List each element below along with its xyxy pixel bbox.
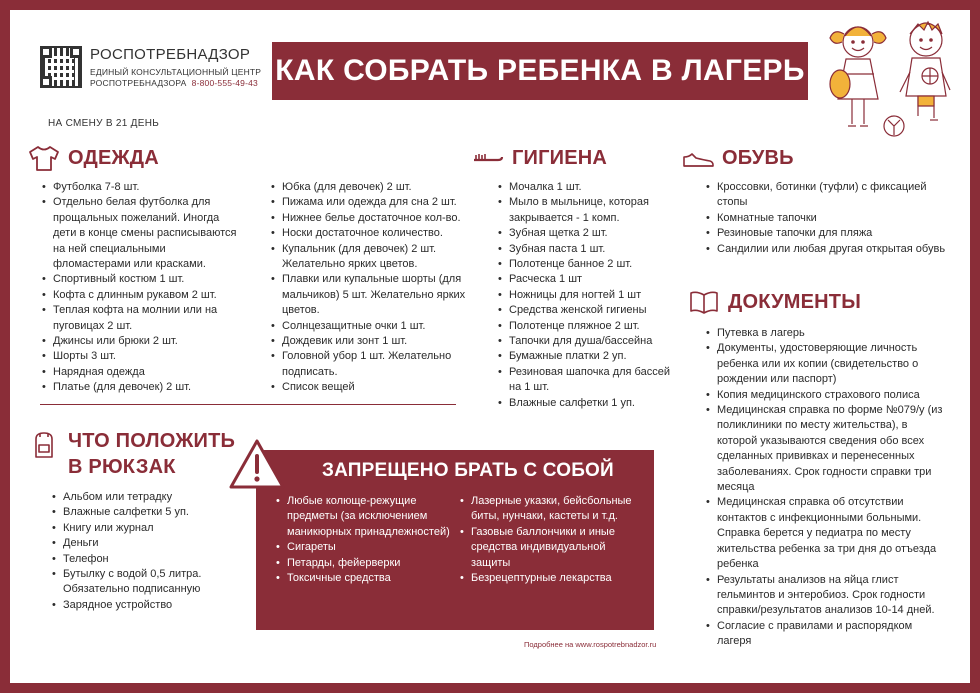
list-item: • Телефон	[52, 552, 252, 567]
hotline-phone: 8-800-555-49-43	[191, 78, 258, 88]
list-item: • Лазерные указки, бейсбольные биты, нунчаки, кастеты и т.д.	[460, 494, 640, 525]
list-item: • Книгу или журнал	[52, 521, 252, 536]
list-item: • Альбом или тетрадку	[52, 490, 252, 505]
open-book-icon	[688, 288, 720, 316]
clothes-list-2	[271, 180, 471, 396]
forbidden-title: ЗАПРЕЩЕНО БРАТЬ С СОБОЙ	[322, 460, 614, 481]
warning-icon	[228, 438, 286, 490]
list-item: • Зубная щетка 2 шт.	[498, 226, 676, 241]
list-item: • Тапочки для душа/бассейна	[498, 334, 676, 349]
page-title: КАК СОБРАТЬ РЕБЕНКА В ЛАГЕРЬ	[272, 42, 808, 100]
documents-section-title: ДОКУМЕНТЫ	[688, 288, 861, 316]
list-item: • Зарядное устройство	[52, 598, 252, 613]
list-item: • Результаты анализов на яйца глист гельминтов и энтеробиоз. Срок годности справки/результатов анализов 10-14 дней.	[706, 573, 946, 619]
forbidden-list-2	[460, 494, 640, 586]
list-item: • Спортивный костюм 1 шт.	[42, 272, 242, 287]
section-divider	[40, 404, 456, 405]
infographic-sheet	[10, 10, 970, 683]
list-item: • Резиновые тапочки для пляжа	[706, 226, 946, 241]
list-item: • Мочалка 1 шт.	[498, 180, 676, 195]
list-item: • Купальник (для девочек) 2 шт. Желательно ярких цветов.	[271, 242, 471, 273]
list-item: • Деньги	[52, 536, 252, 551]
org-subtitle: ЕДИНЫЙ КОНСУЛЬТАЦИОННЫЙ ЦЕНТР РОСПОТРЕБНАДЗОРА 8-800-555-49-43	[90, 67, 262, 88]
list-item: • Джинсы или брюки 2 шт.	[42, 334, 242, 349]
list-item: • Безрецептурные лекарства	[460, 571, 640, 586]
list-item: • Отдельно белая футболка для прощальных пожеланий. Иногда дети в конце смены расписываются на ней специальными фломастерами или красками.	[42, 195, 242, 272]
list-item: • Бутылку с водой 0,5 литра. Обязательно подписанную	[52, 567, 252, 598]
shoes-list	[706, 180, 946, 257]
documents-list	[706, 326, 946, 650]
list-item: • Сандилии или любая другая открытая обувь	[706, 242, 946, 257]
list-item: • Газовые баллончики и иные средства индивидуальной защиты	[460, 525, 640, 571]
list-item: • Резиновая шапочка для бассей на 1 шт.	[498, 365, 676, 396]
list-item: • Юбка (для девочек) 2 шт.	[271, 180, 471, 195]
qr-code-icon	[40, 46, 82, 88]
list-item: • Средства женской гигиены	[498, 303, 676, 318]
list-item: • Копия медицинского страхового полиса	[706, 388, 946, 403]
clothes-section-title: ОДЕЖДА	[28, 144, 159, 172]
list-item: • Плавки или купальные шорты (для мальчиков) 5 шт. Желательно ярких цветов.	[271, 272, 471, 318]
list-item: • Петарды, фейерверки	[276, 556, 450, 571]
sneaker-icon	[682, 144, 714, 172]
org-logo-block	[40, 46, 261, 89]
list-item: • Любые колюще-режущие предметы (за исключением маникюрных принадлежностей)	[276, 494, 450, 540]
shoes-section-title: ОБУВЬ	[682, 144, 794, 172]
list-item: • Шорты 3 шт.	[42, 349, 242, 364]
forbidden-list-1	[276, 494, 450, 586]
list-item: • Нижнее белье достаточное кол-во.	[271, 211, 471, 226]
list-item: • Платье (для девочек) 2 шт.	[42, 380, 242, 395]
toothbrush-icon	[472, 144, 504, 172]
footer-link[interactable]: Подробнее на www.rospotrebnadzor.ru	[524, 640, 657, 649]
hygiene-section-title: ГИГИЕНА	[472, 144, 607, 172]
list-item: • Влажные салфетки 5 уп.	[52, 505, 252, 520]
list-item: • Документы, удостоверяющие личность ребенка или их копии (свидетельство о рождении или паспорт)	[706, 341, 946, 387]
kids-illustration	[818, 14, 968, 139]
list-item: • Согласие с правилами и распорядком лагеря	[706, 619, 946, 650]
list-item: • Расческа 1 шт	[498, 272, 676, 287]
list-item: • Кроссовки, ботинки (туфли) с фиксацией стопы	[706, 180, 946, 211]
list-item: • Кофта с длинным рукавом 2 шт.	[42, 288, 242, 303]
list-item: • Пижама или одежда для сна 2 шт.	[271, 195, 471, 210]
clothes-list-1	[42, 180, 242, 396]
list-item: • Футболка 7-8 шт.	[42, 180, 242, 195]
list-item: • Головной убор 1 шт. Желательно подписать.	[271, 349, 471, 380]
list-item: • Путевка в лагерь	[706, 326, 946, 341]
backpack-section-title: ЧТО ПОЛОЖИТЬ В РЮКЗАК	[28, 428, 235, 480]
list-item: • Теплая кофта на молнии или на пуговицах 2 шт.	[42, 303, 242, 334]
list-item: • Зубная паста 1 шт.	[498, 242, 676, 257]
list-item: • Носки достаточное количество.	[271, 226, 471, 241]
list-item: • Список вещей	[271, 380, 471, 395]
list-item: • Бумажные платки 2 уп.	[498, 349, 676, 364]
list-item: • Полотенце банное 2 шт.	[498, 257, 676, 272]
list-item: • Нарядная одежда	[42, 365, 242, 380]
list-item: • Медицинская справка по форме №079/у (из поликлиники по месту жительства), в которой указываются сведения обо всех сделанных прививках и перенесенных заболеваниях. Срок годности справки три месяца	[706, 403, 946, 495]
list-item: • Полотенце пляжное 2 шт.	[498, 319, 676, 334]
backpack-list	[52, 490, 252, 613]
tshirt-icon	[28, 144, 60, 172]
list-item: • Дождевик или зонт 1 шт.	[271, 334, 471, 349]
hygiene-list	[498, 180, 676, 411]
list-item: • Влажные салфетки 1 уп.	[498, 396, 676, 411]
list-item: • Медицинская справка об отсутствии контактов с инфекционными больными. Справка берется у педиатра по месту жительства ребенка за три дня до отъезда ребенка	[706, 495, 946, 572]
list-item: • Ножницы для ногтей 1 шт	[498, 288, 676, 303]
list-item: • Токсичные средства	[276, 571, 450, 586]
list-item: • Солнцезащитные очки 1 шт.	[271, 319, 471, 334]
org-name: РОСПОТРЕБНАДЗОР	[90, 46, 251, 63]
list-item: • Мыло в мыльнице, которая закрывается - 1 комп.	[498, 195, 676, 226]
shift-note: НА СМЕНУ В 21 ДЕНЬ	[48, 118, 160, 129]
list-item: • Комнатные тапочки	[706, 211, 946, 226]
list-item: • Сигареты	[276, 540, 450, 555]
backpack-icon	[28, 428, 60, 462]
